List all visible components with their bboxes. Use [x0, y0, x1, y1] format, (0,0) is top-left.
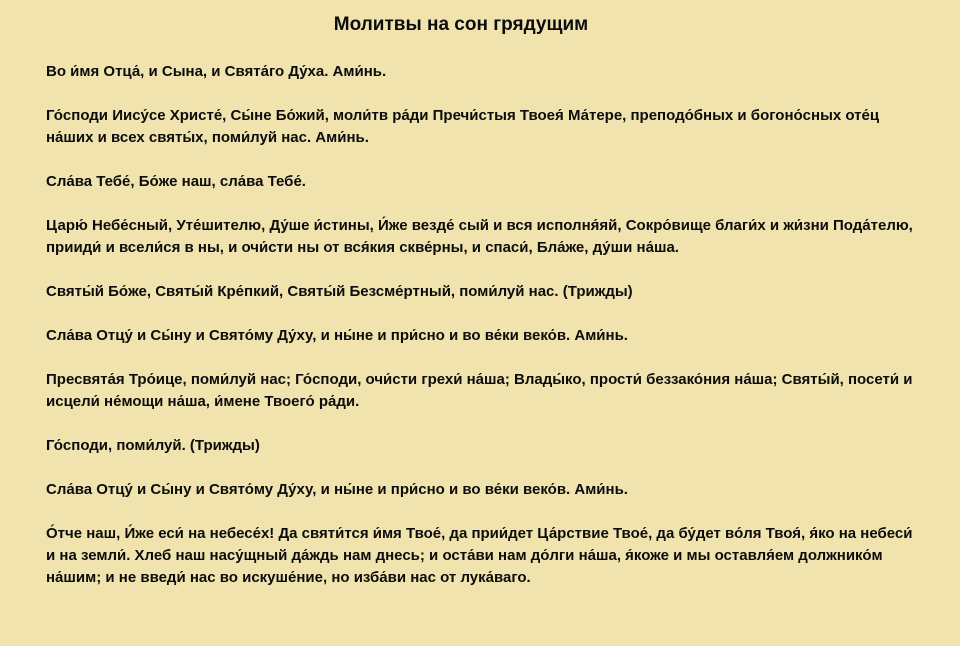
prayer-paragraph: Пресвята́я Тро́ице, поми́луй нас; Го́споди, очи́сти грехи́ на́ша; Влады́ко, прости́ беззако́ния на́ша; Святы́й, посети́ и исцели́ не́мощи на́ша, и́мене Твоего́ ра́ди.: [46, 371, 913, 410]
prayer-paragraph: Святы́й Бо́же, Святы́й Кре́пкий, Святы́й Безсме́ртный, поми́луй нас. (Трижды): [46, 283, 633, 300]
prayer-paragraph: Го́споди, поми́луй. (Трижды): [46, 437, 260, 454]
prayer-paragraph: Сла́ва Отцу́ и Сы́ну и Свято́му Ду́ху, и ны́не и при́сно и во ве́ки веко́в. Ами́нь.: [46, 327, 628, 344]
prayer-paragraph: О́тче наш, И́же еси́ на небесе́х! Да святи́тся и́мя Твое́, да прии́дет Ца́рствие Твое́, да бу́дет во́ля Твоя́, я́ко на небеси́ и на земли́. Хлеб наш насу́щный да́ждь нам днесь; и оста́ви нам до́лги на́ша, я́коже и мы оставля́ем должнико́м на́шим; и не введи́ нас во искуше́ние, но изба́ви нас от лука́ваго.: [46, 525, 913, 586]
prayer-paragraph: Царю́ Небе́сный, Уте́шителю, Ду́ше и́стины, И́же везде́ сый и вся исполня́яй, Сокро́вище благи́х и жи́зни Пода́телю, прииди́ и всели́ся в ны, и очи́сти ны от вся́кия скве́рны, и спаси́, Бла́же, ду́ши на́ша.: [46, 217, 913, 256]
prayer-paragraph: Сла́ва Отцу́ и Сы́ну и Свято́му Ду́ху, и ны́не и при́сно и во ве́ки веко́в. Ами́нь.: [46, 481, 628, 498]
prayer-paragraph: Сла́ва Тебе́, Бо́же наш, сла́ва Тебе́.: [46, 173, 306, 190]
prayer-paragraph: Во и́мя Отца́, и Сына, и Свята́го Ду́ха. Ами́нь.: [46, 63, 387, 80]
prayer-list: [46, 61, 916, 611]
page-title: Молитвы на сон грядущим: [333, 14, 589, 35]
prayer-paragraph: Го́споди Иису́се Христе́, Сы́не Бо́жий, моли́тв ра́ди Пречи́стыя Твоея́ Ма́тере, преподо́бных и богоно́сных оте́ц на́ших и всех святы́х, поми́луй нас. Ами́нь.: [46, 107, 880, 146]
